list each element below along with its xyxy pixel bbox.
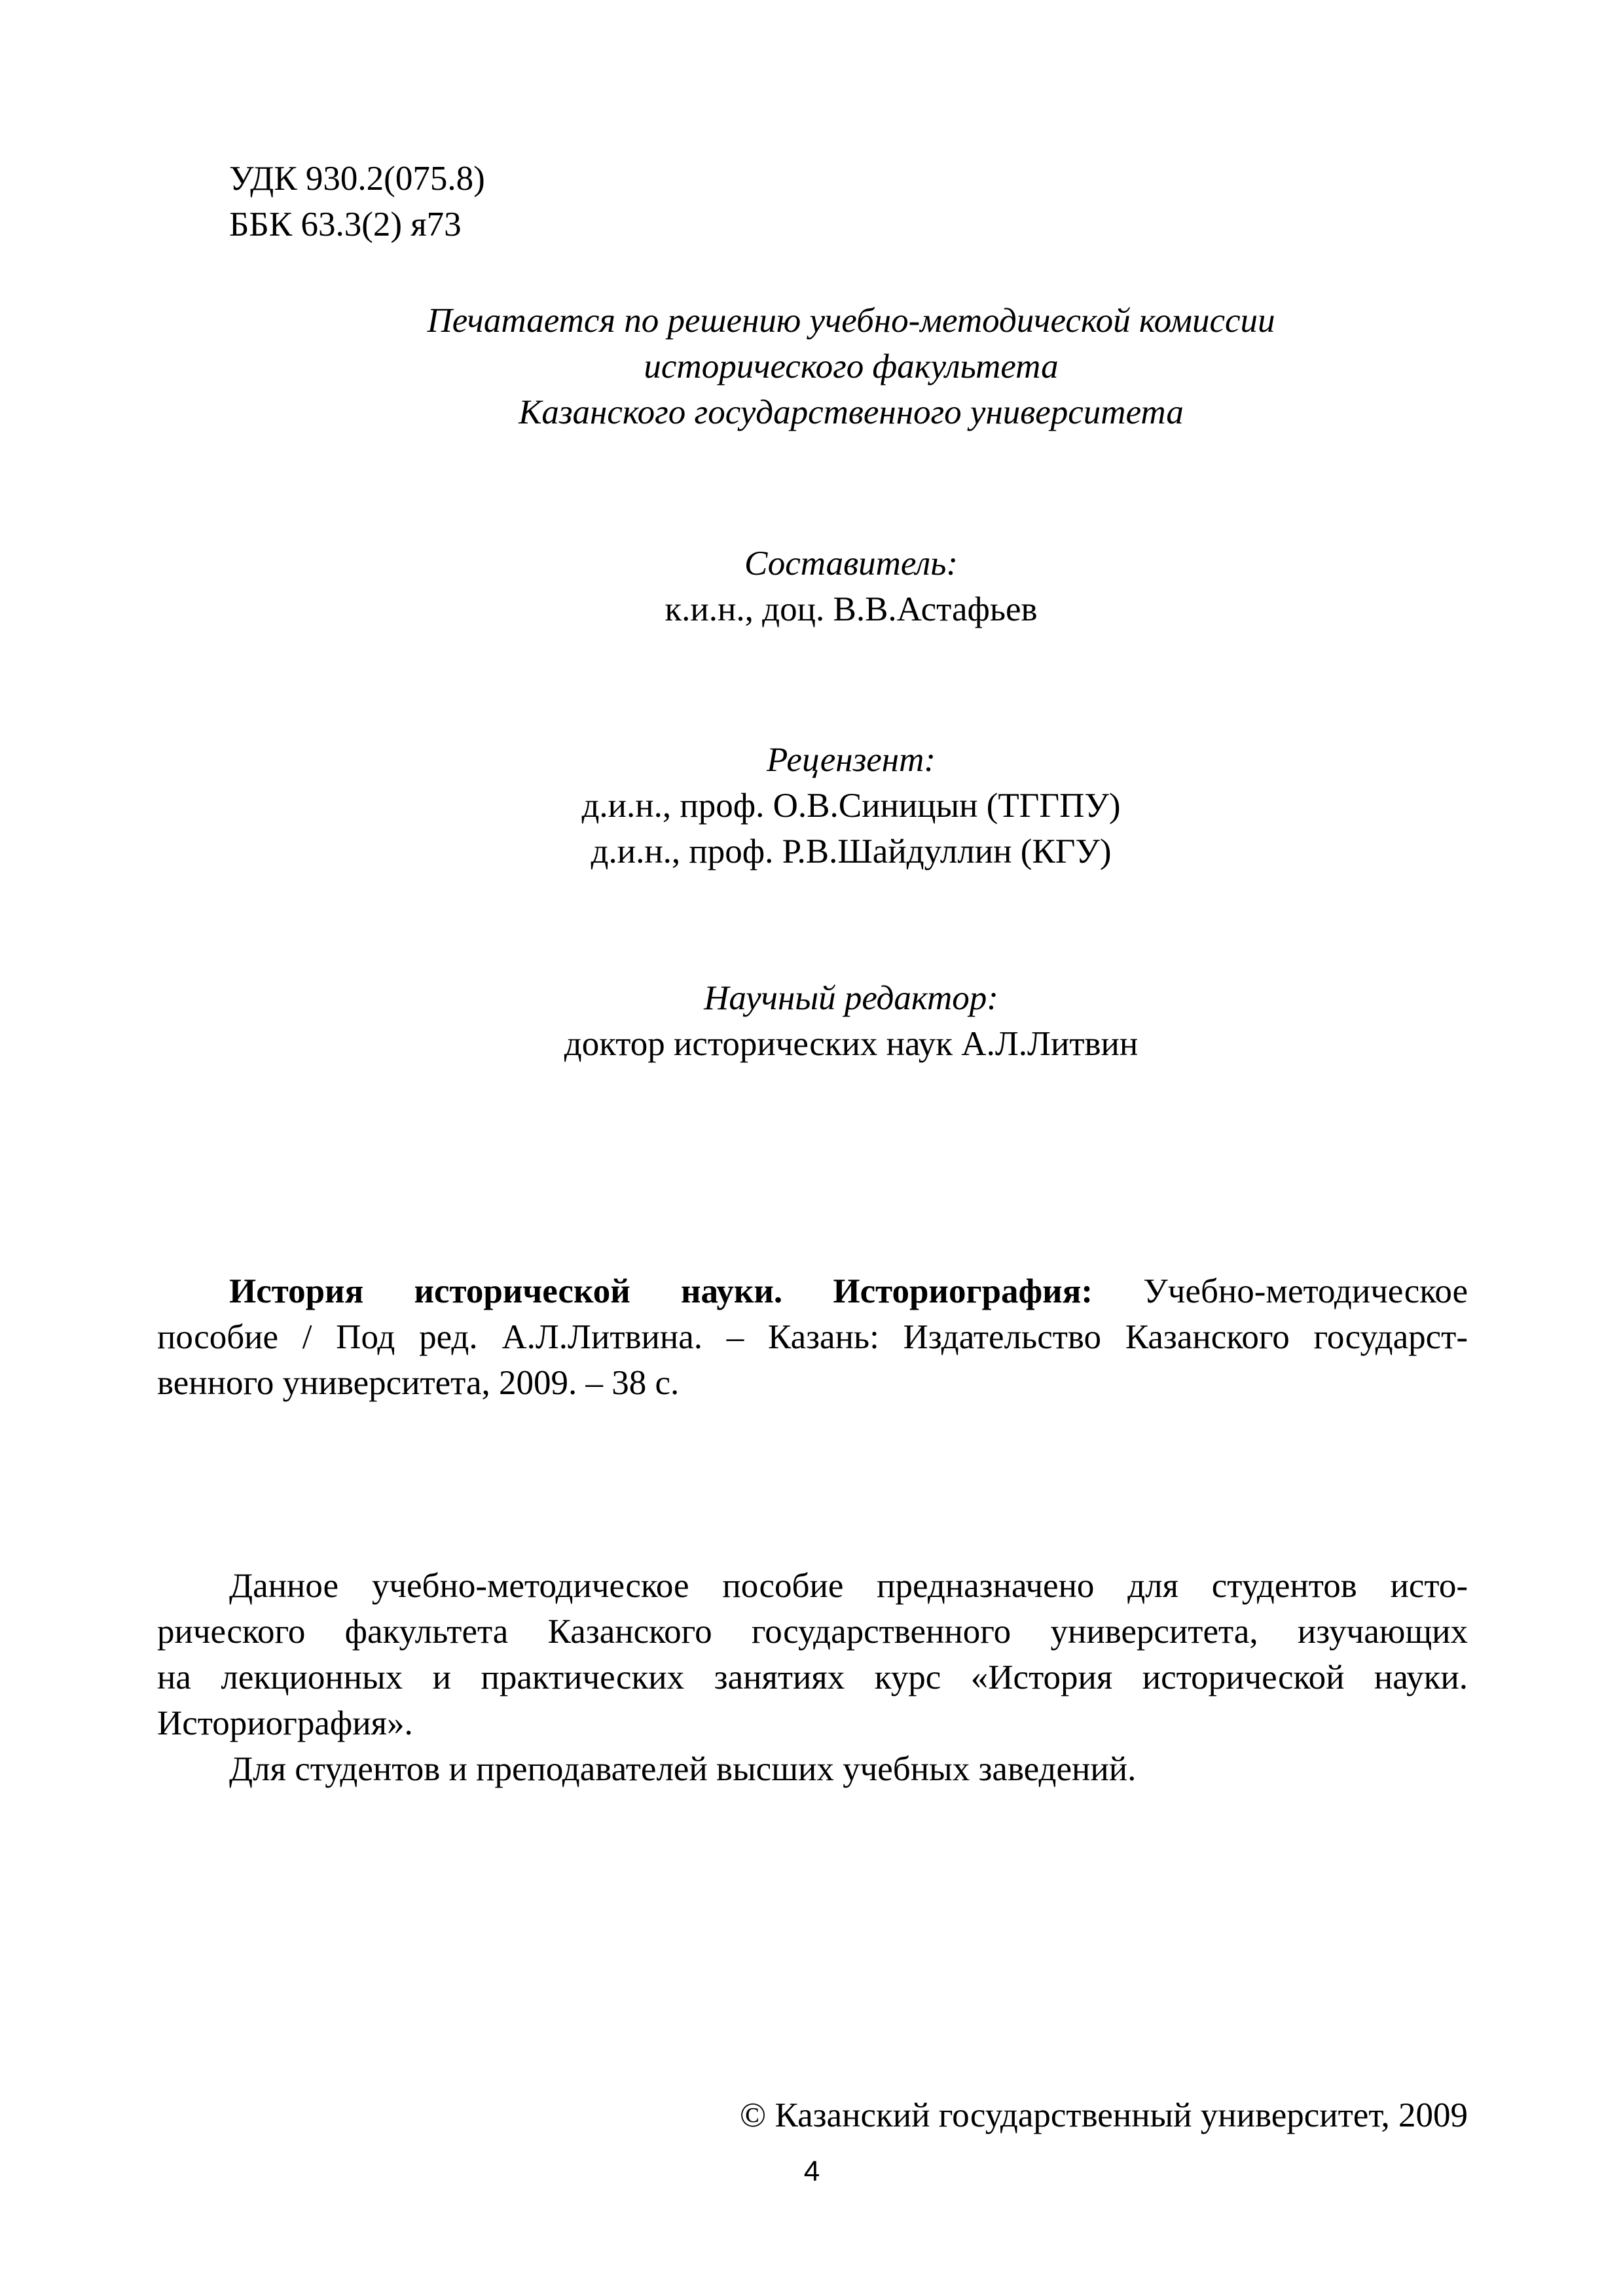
citation-line-1-rest: Учебно-методическое — [1143, 1272, 1468, 1310]
citation-line-2: пособие / Под ред. А.Л.Литвина. – Казань: Издательство Казанского государст- — [157, 1318, 1468, 1356]
annotation-line-4: Историография». — [157, 1704, 413, 1742]
page-number: 4 — [803, 2155, 820, 2187]
annotation-line-2: рического факультета Казанского государственного университета, изучающих — [157, 1613, 1468, 1651]
reviewer-name-1: д.и.н., проф. О.В.Синицын (ТГГПУ) — [581, 787, 1121, 825]
compiler-label: Составитель: — [744, 545, 958, 583]
approval-line-1: Печатается по решению учебно-методической комиссии — [427, 302, 1275, 340]
citation-line-3: венного университета, 2009. – 38 с. — [157, 1364, 680, 1402]
citation-line-1 — [157, 1268, 1468, 1314]
editor-block — [314, 975, 1388, 1067]
annotation-line-5: Для студентов и преподавателей высших учебных заведений. — [229, 1750, 1137, 1788]
approval-line-2: исторического факультета — [644, 348, 1059, 386]
annotation-line-1: Данное учебно-методическое пособие предназначено для студентов исто- — [229, 1567, 1468, 1605]
compiler-name: к.и.н., доц. В.В.Астафьев — [665, 590, 1038, 628]
bibliographic-citation — [157, 1268, 1468, 1406]
annotation-line-3: на лекционных и практических занятиях курс «История исторической науки. — [157, 1659, 1468, 1696]
annotation — [157, 1563, 1468, 1792]
editor-name: доктор исторических наук А.Л.Литвин — [564, 1025, 1139, 1063]
approval-line-3: Казанского государственного университета — [519, 393, 1184, 431]
bbk-code: ББК 63.3(2) я73 — [229, 206, 462, 243]
copyright: © Казанский государственный университет, 2009 — [739, 2096, 1468, 2134]
approval-statement — [380, 298, 1322, 435]
editor-label: Научный редактор: — [704, 979, 998, 1017]
reviewer-name-2: д.и.н., проф. Р.В.Шайдуллин (КГУ) — [591, 833, 1112, 870]
citation-title: История исторической науки. Историография: — [229, 1272, 1093, 1310]
compiler-block — [314, 541, 1388, 632]
reviewer-label: Рецензент: — [766, 741, 936, 779]
udk-code: УДК 930.2(075.8) — [229, 160, 485, 198]
reviewer-block — [314, 737, 1388, 874]
